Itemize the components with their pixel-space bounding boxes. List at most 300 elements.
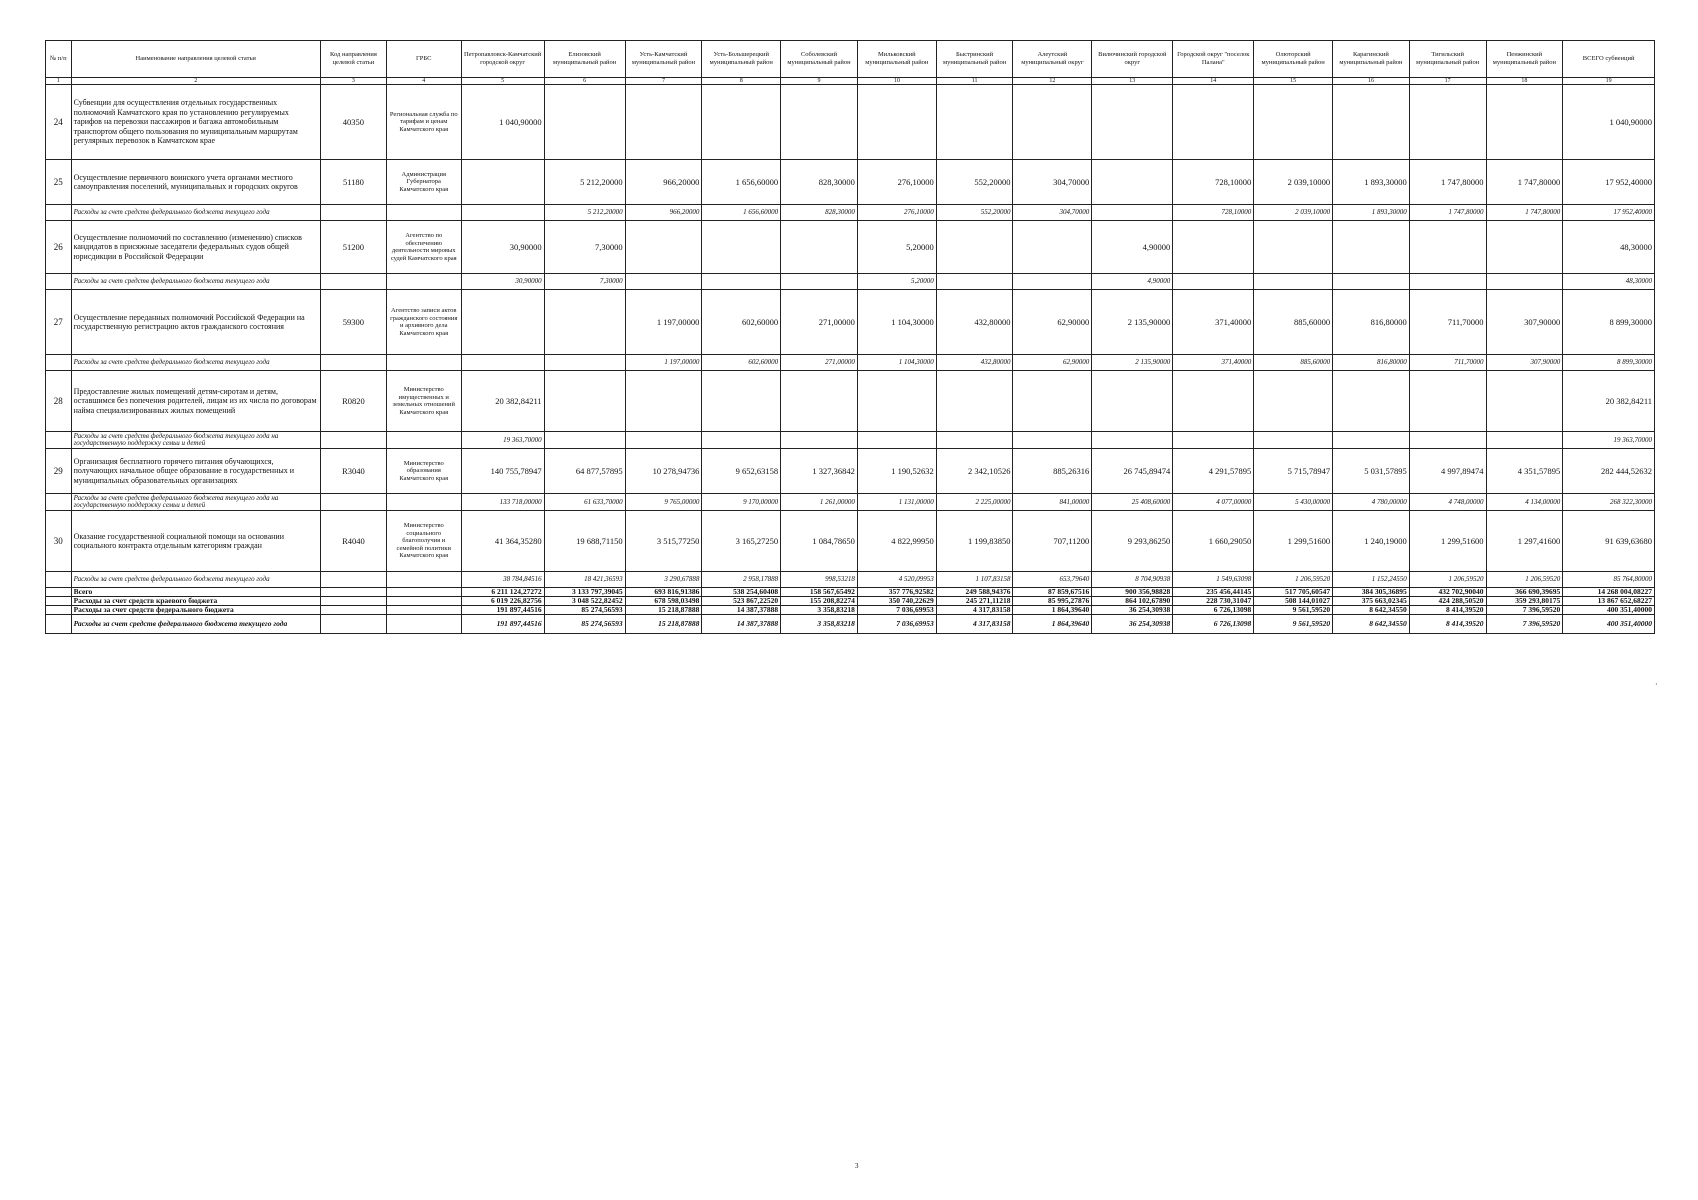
value-cell-9: 1 084,78650 (781, 511, 858, 572)
column-number-19: 19 (1563, 78, 1655, 85)
subrow-value-11: 432,80000 (936, 355, 1013, 371)
subrow-value-15: 885,60000 (1254, 355, 1333, 371)
totals-row-1 (46, 588, 1655, 597)
subrow-value-10: 5,20000 (857, 274, 936, 290)
totals-value-12: 85 995,27876 (1013, 597, 1092, 606)
value-cell-8: 602,60000 (702, 290, 781, 355)
table-subrow-28 (46, 432, 1655, 449)
subrow-value-9 (781, 274, 858, 290)
totals-value-16: 384 305,36895 (1333, 588, 1410, 597)
totals-blank (320, 606, 386, 615)
value-cell-12: 885,26316 (1013, 449, 1092, 494)
subrow-label: Расходы за счет средств федерального бюджета текущего года на государственную поддержку семьи и детей (71, 494, 320, 511)
subrow-value-11 (936, 432, 1013, 449)
value-cell-17: 1 747,80000 (1409, 160, 1486, 205)
value-cell-15: 5 715,78947 (1254, 449, 1333, 494)
totals-value-19: 400 351,40000 (1563, 606, 1655, 615)
value-cell-11: 2 342,10526 (936, 449, 1013, 494)
column-number-5: 5 (461, 78, 544, 85)
row-name: Предоставление жилых помещений детям-сиротам и детям, оставшимся без попечения родителей, лицам из их числа по договорам найма специализированных жилых помещений (71, 371, 320, 432)
row-code: R0820 (320, 371, 386, 432)
subrow-value-19: 48,30000 (1563, 274, 1655, 290)
value-cell-7: 10 278,94736 (625, 449, 702, 494)
row-number: 30 (46, 511, 72, 572)
value-cell-16 (1333, 221, 1410, 274)
totals-value-13: 900 356,98828 (1092, 588, 1173, 597)
value-cell-6 (544, 290, 625, 355)
totals-value-15: 9 561,59520 (1254, 615, 1333, 634)
value-cell-12 (1013, 221, 1092, 274)
value-cell-19: 8 899,30000 (1563, 290, 1655, 355)
table-subrow-25 (46, 205, 1655, 221)
totals-blank (386, 597, 461, 606)
subrow-blank (320, 572, 386, 588)
value-cell-5: 41 364,35280 (461, 511, 544, 572)
value-cell-9 (781, 371, 858, 432)
column-header-6: Елизовский муниципальный район (544, 41, 625, 78)
subrow-value-15: 5 430,00000 (1254, 494, 1333, 511)
totals-value-17: 424 288,50520 (1409, 597, 1486, 606)
row-code: 51200 (320, 221, 386, 274)
value-cell-9: 271,00000 (781, 290, 858, 355)
column-number-18: 18 (1486, 78, 1563, 85)
subrow-value-12 (1013, 432, 1092, 449)
subrow-value-7: 966,20000 (625, 205, 702, 221)
totals-value-9: 155 208,82274 (781, 597, 858, 606)
subrow-blank (46, 572, 72, 588)
totals-value-6: 3 048 522,82452 (544, 597, 625, 606)
subrow-label: Расходы за счет средств федерального бюджета текущего года (71, 274, 320, 290)
totals-value-10: 7 036,69953 (857, 615, 936, 634)
value-cell-14: 1 660,29050 (1173, 511, 1254, 572)
totals-value-11: 4 317,83158 (936, 615, 1013, 634)
subrow-value-9: 1 261,00000 (781, 494, 858, 511)
column-header-18: Пенжинский муниципальный район (1486, 41, 1563, 78)
totals-value-11: 4 317,83158 (936, 606, 1013, 615)
subrow-value-14: 1 549,63098 (1173, 572, 1254, 588)
subrow-value-13: 4,90000 (1092, 274, 1173, 290)
subrow-value-14: 728,10000 (1173, 205, 1254, 221)
value-cell-12 (1013, 85, 1092, 160)
value-cell-10: 1 190,52632 (857, 449, 936, 494)
totals-value-17: 8 414,39520 (1409, 615, 1486, 634)
subrow-blank (386, 572, 461, 588)
value-cell-6: 64 877,57895 (544, 449, 625, 494)
totals-label: Расходы за счет средств краевого бюджета (71, 597, 320, 606)
row-number: 24 (46, 85, 72, 160)
value-cell-8: 1 656,60000 (702, 160, 781, 205)
subrow-value-13: 25 408,60000 (1092, 494, 1173, 511)
row-code: 51180 (320, 160, 386, 205)
subrow-value-7 (625, 432, 702, 449)
table-row-27 (46, 290, 1655, 355)
column-header-12: Алеутский муниципальный округ (1013, 41, 1092, 78)
column-number-1: 1 (46, 78, 72, 85)
column-header-13: Вилючинский городской округ (1092, 41, 1173, 78)
column-number-7: 7 (625, 78, 702, 85)
subrow-value-10: 276,10000 (857, 205, 936, 221)
value-cell-15: 2 039,10000 (1254, 160, 1333, 205)
subrow-value-15 (1254, 432, 1333, 449)
subrow-value-13 (1092, 432, 1173, 449)
subrow-value-10: 4 520,09953 (857, 572, 936, 588)
totals-blank (46, 588, 72, 597)
value-cell-13: 4,90000 (1092, 221, 1173, 274)
column-number-9: 9 (781, 78, 858, 85)
subrow-value-18 (1486, 274, 1563, 290)
subrow-value-6 (544, 355, 625, 371)
subrow-blank (320, 494, 386, 511)
value-cell-7: 1 197,00000 (625, 290, 702, 355)
column-header-8: Усть-Большерецкий муниципальный район (702, 41, 781, 78)
totals-value-13: 864 102,67890 (1092, 597, 1173, 606)
subrow-blank (386, 205, 461, 221)
value-cell-18 (1486, 221, 1563, 274)
value-cell-10: 4 822,99950 (857, 511, 936, 572)
totals-blank (320, 597, 386, 606)
totals-value-19: 400 351,40000 (1563, 615, 1655, 634)
totals-value-5: 6 019 226,82756 (461, 597, 544, 606)
value-cell-10 (857, 85, 936, 160)
value-cell-13: 9 293,86250 (1092, 511, 1173, 572)
column-header-2: Наименование направления целевой статьи (71, 41, 320, 78)
subrow-value-12: 62,90000 (1013, 355, 1092, 371)
value-cell-6 (544, 85, 625, 160)
subrow-value-19: 17 952,40000 (1563, 205, 1655, 221)
subrow-value-18: 1 206,59520 (1486, 572, 1563, 588)
totals-value-18: 7 396,59520 (1486, 606, 1563, 615)
totals-value-14: 235 456,44145 (1173, 588, 1254, 597)
value-cell-18: 1 297,41600 (1486, 511, 1563, 572)
value-cell-13 (1092, 160, 1173, 205)
column-number-row (46, 78, 1655, 85)
value-cell-7 (625, 221, 702, 274)
subrow-value-5: 38 784,84516 (461, 572, 544, 588)
value-cell-18: 1 747,80000 (1486, 160, 1563, 205)
totals-value-6: 85 274,56593 (544, 606, 625, 615)
value-cell-19: 17 952,40000 (1563, 160, 1655, 205)
subrow-value-14: 371,40000 (1173, 355, 1254, 371)
value-cell-7: 966,20000 (625, 160, 702, 205)
page-number: 3 (855, 1162, 859, 1170)
subrow-value-6: 18 421,36593 (544, 572, 625, 588)
row-code: R3040 (320, 449, 386, 494)
value-cell-11: 432,80000 (936, 290, 1013, 355)
column-header-1: № п/п (46, 41, 72, 78)
totals-value-7: 15 218,87888 (625, 606, 702, 615)
subrow-value-8: 1 656,60000 (702, 205, 781, 221)
totals-value-6: 3 133 797,39045 (544, 588, 625, 597)
subrow-value-16 (1333, 274, 1410, 290)
value-cell-5: 1 040,90000 (461, 85, 544, 160)
column-header-14: Городской округ "поселок Палана" (1173, 41, 1254, 78)
value-cell-14 (1173, 371, 1254, 432)
value-cell-8: 9 652,63158 (702, 449, 781, 494)
subrow-value-17 (1409, 432, 1486, 449)
subrow-value-9 (781, 432, 858, 449)
subrow-value-12: 653,79640 (1013, 572, 1092, 588)
value-cell-19: 48,30000 (1563, 221, 1655, 274)
subrow-label: Расходы за счет средств федерального бюджета текущего года (71, 205, 320, 221)
totals-value-7: 678 598,03498 (625, 597, 702, 606)
totals-value-14: 6 726,13098 (1173, 606, 1254, 615)
column-number-3: 3 (320, 78, 386, 85)
value-cell-10 (857, 371, 936, 432)
value-cell-8 (702, 221, 781, 274)
row-grbs: Министерство образования Камчатского края (386, 449, 461, 494)
subrow-value-7: 9 765,00000 (625, 494, 702, 511)
subrow-value-11: 2 225,00000 (936, 494, 1013, 511)
totals-value-15: 517 705,60547 (1254, 588, 1333, 597)
column-number-2: 2 (71, 78, 320, 85)
value-cell-8 (702, 371, 781, 432)
totals-value-6: 85 274,56593 (544, 615, 625, 634)
subrow-value-15 (1254, 274, 1333, 290)
subrow-value-13: 2 135,90000 (1092, 355, 1173, 371)
column-header-15: Олюторский муниципальный район (1254, 41, 1333, 78)
value-cell-16: 1 893,30000 (1333, 160, 1410, 205)
subrow-label: Расходы за счет средств федерального бюджета текущего года (71, 355, 320, 371)
column-number-14: 14 (1173, 78, 1254, 85)
table-row-30 (46, 511, 1655, 572)
totals-blank (320, 615, 386, 634)
subrow-value-16: 1 893,30000 (1333, 205, 1410, 221)
column-header-3: Код направления целевой статьи (320, 41, 386, 78)
table-row-24 (46, 85, 1655, 160)
subrow-value-17 (1409, 274, 1486, 290)
column-header-4: ГРБС (386, 41, 461, 78)
value-cell-18: 307,90000 (1486, 290, 1563, 355)
subrow-value-6: 5 212,20000 (544, 205, 625, 221)
subrow-blank (46, 355, 72, 371)
table-subrow-29 (46, 494, 1655, 511)
subrow-value-16 (1333, 432, 1410, 449)
subrow-value-11 (936, 274, 1013, 290)
totals-label: Расходы за счет средств федерального бюджета (71, 606, 320, 615)
totals-blank (46, 615, 72, 634)
row-name: Осуществление полномочий по составлению (изменению) списков кандидатов в присяжные заседатели федеральных судов общей юрисдикции в Российской Федерации (71, 221, 320, 274)
column-number-11: 11 (936, 78, 1013, 85)
subsidy-table (45, 40, 1655, 634)
subrow-value-6 (544, 432, 625, 449)
value-cell-9: 1 327,36842 (781, 449, 858, 494)
table-subrow-27 (46, 355, 1655, 371)
subrow-blank (386, 494, 461, 511)
column-header-7: Усть-Камчатский муниципальный район (625, 41, 702, 78)
subrow-value-7: 1 197,00000 (625, 355, 702, 371)
value-cell-5 (461, 290, 544, 355)
column-number-4: 4 (386, 78, 461, 85)
totals-label: Всего (71, 588, 320, 597)
value-cell-6: 19 688,71150 (544, 511, 625, 572)
value-cell-11 (936, 371, 1013, 432)
totals-blank (386, 588, 461, 597)
value-cell-16: 816,80000 (1333, 290, 1410, 355)
subrow-value-12 (1013, 274, 1092, 290)
subrow-value-14 (1173, 432, 1254, 449)
subrow-value-5: 30,90000 (461, 274, 544, 290)
subrow-blank (320, 432, 386, 449)
value-cell-19: 91 639,63680 (1563, 511, 1655, 572)
subrow-value-9: 998,53218 (781, 572, 858, 588)
subrow-value-17: 711,70000 (1409, 355, 1486, 371)
value-cell-13: 2 135,90000 (1092, 290, 1173, 355)
row-grbs: Администрация Губернатора Камчатского края (386, 160, 461, 205)
value-cell-12: 304,70000 (1013, 160, 1092, 205)
subrow-value-8: 2 958,17888 (702, 572, 781, 588)
totals-value-17: 8 414,39520 (1409, 606, 1486, 615)
value-cell-18: 4 351,57895 (1486, 449, 1563, 494)
subrow-value-5: 133 718,00000 (461, 494, 544, 511)
value-cell-13: 26 745,89474 (1092, 449, 1173, 494)
subrow-blank (46, 432, 72, 449)
subrow-value-10: 1 104,30000 (857, 355, 936, 371)
value-cell-19: 282 444,52632 (1563, 449, 1655, 494)
subrow-blank (320, 355, 386, 371)
subrow-label: Расходы за счет средств федерального бюджета текущего года (71, 572, 320, 588)
value-cell-19: 20 382,84211 (1563, 371, 1655, 432)
value-cell-17: 1 299,51600 (1409, 511, 1486, 572)
row-grbs: Агентство по обеспечению деятельности мировых судей Камчатского края (386, 221, 461, 274)
value-cell-17: 711,70000 (1409, 290, 1486, 355)
totals-value-7: 15 218,87888 (625, 615, 702, 634)
row-grbs: Министерство имущественных и земельных отношений Камчатского края (386, 371, 461, 432)
totals-value-10: 357 776,92582 (857, 588, 936, 597)
value-cell-17 (1409, 85, 1486, 160)
subrow-value-9: 271,00000 (781, 355, 858, 371)
value-cell-14: 4 291,57895 (1173, 449, 1254, 494)
totals-value-11: 245 271,11218 (936, 597, 1013, 606)
subrow-value-8 (702, 432, 781, 449)
table-row-29 (46, 449, 1655, 494)
totals-value-10: 7 036,69953 (857, 606, 936, 615)
subrow-value-14: 4 077,00000 (1173, 494, 1254, 511)
value-cell-13 (1092, 85, 1173, 160)
subrow-value-14 (1173, 274, 1254, 290)
value-cell-11: 1 199,83850 (936, 511, 1013, 572)
subrow-value-5 (461, 355, 544, 371)
totals-value-8: 14 387,37888 (702, 615, 781, 634)
subrow-blank (320, 274, 386, 290)
totals-value-9: 3 358,83218 (781, 606, 858, 615)
totals-blank (320, 588, 386, 597)
totals-value-12: 1 864,39640 (1013, 615, 1092, 634)
subrow-value-19: 8 899,30000 (1563, 355, 1655, 371)
totals-value-17: 432 702,90040 (1409, 588, 1486, 597)
column-header-10: Мильковский муниципальный район (857, 41, 936, 78)
table-row-26 (46, 221, 1655, 274)
value-cell-17 (1409, 371, 1486, 432)
totals-value-16: 8 642,34550 (1333, 615, 1410, 634)
value-cell-10: 1 104,30000 (857, 290, 936, 355)
totals-value-9: 158 567,65492 (781, 588, 858, 597)
row-number: 27 (46, 290, 72, 355)
totals-value-8: 14 387,37888 (702, 606, 781, 615)
totals-value-18: 7 396,59520 (1486, 615, 1563, 634)
subrow-value-6: 7,30000 (544, 274, 625, 290)
subrow-blank (46, 205, 72, 221)
column-number-15: 15 (1254, 78, 1333, 85)
totals-row-3 (46, 606, 1655, 615)
value-cell-14 (1173, 85, 1254, 160)
value-cell-9 (781, 85, 858, 160)
value-cell-19: 1 040,90000 (1563, 85, 1655, 160)
subrow-value-11: 552,20000 (936, 205, 1013, 221)
totals-row-4 (46, 615, 1655, 634)
value-cell-9: 828,30000 (781, 160, 858, 205)
row-name: Организация бесплатного горячего питания обучающихся, получающих начальное общее образование в государственных и муниципальных образовательных организациях (71, 449, 320, 494)
subrow-value-13 (1092, 205, 1173, 221)
value-cell-5: 20 382,84211 (461, 371, 544, 432)
subrow-value-18: 1 747,80000 (1486, 205, 1563, 221)
subrow-value-5: 19 363,70000 (461, 432, 544, 449)
value-cell-12: 707,11200 (1013, 511, 1092, 572)
totals-value-15: 508 144,01027 (1254, 597, 1333, 606)
value-cell-17: 4 997,89474 (1409, 449, 1486, 494)
subrow-blank (46, 494, 72, 511)
subrow-value-9: 828,30000 (781, 205, 858, 221)
subrow-value-16: 816,80000 (1333, 355, 1410, 371)
value-cell-15 (1254, 371, 1333, 432)
row-code: R4040 (320, 511, 386, 572)
value-cell-18 (1486, 371, 1563, 432)
value-cell-9 (781, 221, 858, 274)
totals-value-7: 693 816,91386 (625, 588, 702, 597)
value-cell-16 (1333, 371, 1410, 432)
totals-blank (46, 606, 72, 615)
subrow-blank (386, 274, 461, 290)
subrow-value-16: 1 152,24550 (1333, 572, 1410, 588)
column-header-5: Петропавловск-Камчатский городской округ (461, 41, 544, 78)
totals-blank (386, 615, 461, 634)
value-cell-12 (1013, 371, 1092, 432)
value-cell-16 (1333, 85, 1410, 160)
column-number-17: 17 (1409, 78, 1486, 85)
subrow-value-15: 2 039,10000 (1254, 205, 1333, 221)
row-code: 40350 (320, 85, 386, 160)
value-cell-11: 552,20000 (936, 160, 1013, 205)
totals-label: Расходы за счет средств федерального бюджета текущего года (71, 615, 320, 634)
value-cell-6: 5 212,20000 (544, 160, 625, 205)
totals-value-18: 359 293,80175 (1486, 597, 1563, 606)
value-cell-15 (1254, 221, 1333, 274)
row-grbs: Министерство социального благополучия и семейной политики Камчатского края (386, 511, 461, 572)
totals-value-8: 523 867,22520 (702, 597, 781, 606)
subrow-value-6: 61 633,70000 (544, 494, 625, 511)
value-cell-14: 728,10000 (1173, 160, 1254, 205)
value-cell-10: 276,10000 (857, 160, 936, 205)
totals-value-18: 366 690,39695 (1486, 588, 1563, 597)
totals-value-5: 191 897,44516 (461, 606, 544, 615)
value-cell-7 (625, 371, 702, 432)
subrow-value-18: 4 134,00000 (1486, 494, 1563, 511)
value-cell-11 (936, 221, 1013, 274)
subrow-value-19: 268 322,30000 (1563, 494, 1655, 511)
subrow-value-5 (461, 205, 544, 221)
subsidy-table-sheet (45, 40, 1655, 634)
subrow-value-10 (857, 432, 936, 449)
table-subrow-26 (46, 274, 1655, 290)
totals-value-13: 36 254,30938 (1092, 606, 1173, 615)
totals-value-12: 87 859,67516 (1013, 588, 1092, 597)
column-header-16: Карагинский муниципальный район (1333, 41, 1410, 78)
subrow-blank (386, 355, 461, 371)
column-number-8: 8 (702, 78, 781, 85)
row-number: 26 (46, 221, 72, 274)
value-cell-18 (1486, 85, 1563, 160)
value-cell-7: 3 515,77250 (625, 511, 702, 572)
totals-value-16: 8 642,34550 (1333, 606, 1410, 615)
